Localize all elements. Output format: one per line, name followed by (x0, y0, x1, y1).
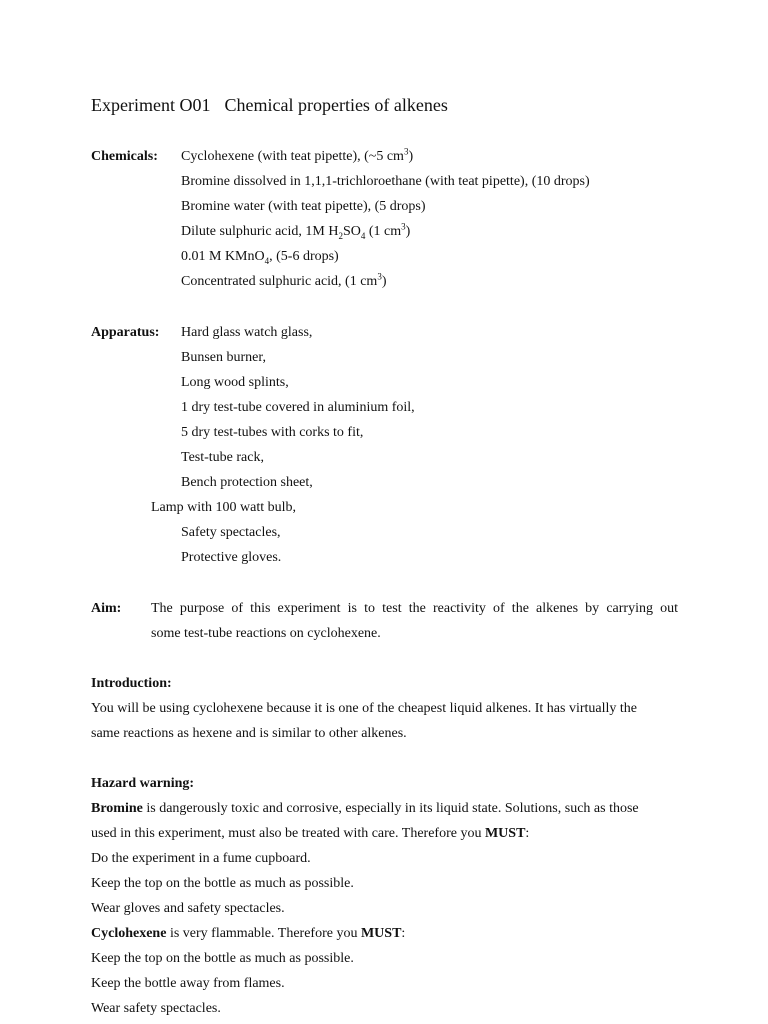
apparatus-item: Protective gloves. (181, 550, 282, 565)
apparatus-item: 1 dry test-tube covered in aluminium foil, (181, 400, 415, 415)
chemical-item: 0.01 M KMnO$_4$, (5-6 drops) (181, 249, 339, 266)
apparatus-item: Test-tube rack, (181, 450, 264, 465)
chemicals-label: Chemicals: (91, 149, 158, 164)
apparatus-item: Safety spectacles, (181, 525, 281, 540)
bromine-warning-line: Bromine is dangerously toxic and corrosive, especially in its liquid state. Solutions, such as those (91, 801, 639, 816)
apparatus-label: Apparatus: (91, 325, 160, 340)
chemical-item: Bromine dissolved in 1,1,1-trichloroethane (with teat pipette), (10 drops) (181, 174, 590, 189)
bromine-term: Bromine (91, 801, 143, 816)
hazard-heading: Hazard warning: (91, 776, 195, 791)
introduction-heading: Introduction: (91, 676, 172, 691)
apparatus-item: 5 dry test-tubes with corks to fit, (181, 425, 364, 440)
must-emphasis: MUST (360, 926, 402, 941)
cyclohexene-term: Cyclohexene (91, 926, 167, 941)
bromine-rule: Keep the top on the bottle as much as possible. (91, 876, 354, 891)
experiment-title: Chemical properties of alkenes (224, 95, 448, 115)
cyclohexene-rule: Keep the bottle away from flames. (91, 976, 285, 991)
aim-text-line: The purpose of this experiment is to test the reactivity of the alkenes by carrying out (151, 601, 678, 616)
must-emphasis: MUST (484, 826, 526, 841)
bromine-rule: Wear gloves and safety spectacles. (91, 901, 285, 916)
page-title (91, 93, 448, 117)
apparatus-item: Hard glass watch glass, (181, 325, 313, 340)
chemical-item: Concentrated sulphuric acid, (1 $cm^3$) (181, 271, 387, 289)
apparatus-item: Bench protection sheet, (181, 475, 313, 490)
aim-text-line: some test-tube reactions on cyclohexene. (151, 626, 381, 641)
introduction-text-line: same reactions as hexene and is similar to other alkenes. (91, 726, 407, 741)
experiment-number: Experiment O01 (91, 95, 211, 115)
apparatus-item: Bunsen burner, (181, 350, 266, 365)
cyclohexene-warning-line: Cyclohexene is very flammable. Therefore you MUST: (91, 926, 406, 941)
chemical-item: Bromine water (with teat pipette), (5 drops) (181, 199, 426, 214)
cyclohexene-rule: Keep the top on the bottle as much as possible. (91, 951, 354, 966)
aim-label: Aim: (91, 601, 122, 616)
bromine-warning-line: used in this experiment, must also be treated with care. Therefore you MUST: (91, 826, 530, 841)
apparatus-item: Lamp with 100 watt bulb, (151, 500, 297, 515)
introduction-text-line: You will be using cyclohexene because it is one of the cheapest liquid alkenes. It has virtually the (91, 701, 637, 716)
bromine-rule: Do the experiment in a fume cupboard. (91, 851, 311, 866)
chemical-item: Dilute sulphuric acid, 1M $H_2SO_4$ (1 $cm^3$) (181, 221, 411, 241)
chemical-item: Cyclohexene (with teat pipette), (~5 $cm^3$) (181, 146, 414, 164)
apparatus-item: Long wood splints, (181, 375, 289, 390)
cyclohexene-rule: Wear safety spectacles. (91, 1001, 221, 1016)
